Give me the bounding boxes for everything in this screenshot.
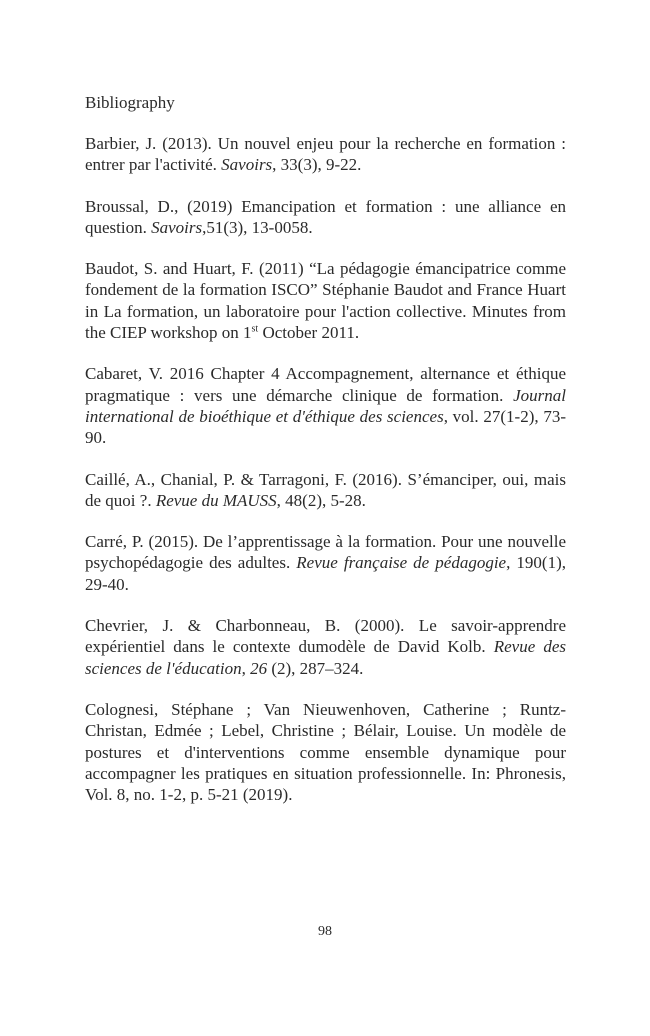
entry-journal: Revue du MAUSS <box>155 490 277 510</box>
entry-text: Caillé, A., Chanial, P. & Tarragoni, F. (2016). S’émanciper, oui, mais de quoi ?. <box>85 469 566 510</box>
entry-text: Chevrier, J. & Charbonneau, B. (2000). Le savoir-apprendre expérientiel dans le contexte dumodèle de David Kolb. <box>85 616 566 657</box>
bibliography-entry <box>85 699 566 805</box>
bibliography-entry <box>85 258 566 343</box>
entry-text: Carré, P. (2015). De l’apprentissage à la formation. Pour une nouvelle psychopédagogie des adultes. <box>85 532 566 573</box>
entry-text: Barbier, J. (2013). Un nouvel enjeu pour la recherche en formation : entrer par l'activité. <box>85 134 566 175</box>
bibliography-entry <box>85 363 566 448</box>
ordinal-suffix: st <box>251 323 259 335</box>
entry-details: , <box>241 658 251 678</box>
entry-journal: Savoirs <box>151 217 203 237</box>
entry-text: Baudot, S. and Huart, F. (2011) “La pédagogie émancipatrice comme fondement de la formation ISCO” Stéphanie Baudot and France Huart in La formation, un laboratoire pour l'action collective. Minutes from the CIEP workshop on 1 <box>85 259 566 343</box>
entry-journal: Revue française de pédagogie <box>296 553 507 573</box>
entry-journal: Revue des sciences de l'éducation <box>85 637 566 678</box>
entry-text: Broussal, D., (2019) Emancipation et formation : une alliance en question. <box>85 196 566 237</box>
entry-pages: (2), 287–324. <box>267 658 364 678</box>
bibliography-entry <box>85 469 566 512</box>
entry-details: , vol. 27(1-2), 73-90. <box>85 406 566 448</box>
page-number: 98 <box>318 924 332 939</box>
entry-details: , 33(3), 9-22. <box>272 155 362 175</box>
bibliography-entry <box>85 196 566 239</box>
entry-text: Colognesi, Stéphane ; Van Nieuwenhoven, Catherine ; Runtz-Christan, Edmée ; Lebel, Christine ; Bélair, Louise. Un modèle de postures et d'interventions comme ensemble dynamique pour accompagner les pratiques en situation professionnelle. In: Phronesis, Vol. 8, no. 1-2, p. 5-21 (2019). <box>85 699 566 805</box>
entry-volume: 26 <box>250 658 268 678</box>
section-heading: Bibliography <box>85 93 175 112</box>
bibliography-entry <box>85 133 566 176</box>
entry-journal: Journal international de bioéthique et d'éthique des sciences <box>85 385 566 426</box>
entry-journal: Savoirs <box>221 155 273 175</box>
bibliography-entry <box>85 531 566 595</box>
bibliography-page <box>85 92 566 825</box>
entry-text: Cabaret, V. 2016 Chapter 4 Accompagnement, alternance et éthique pragmatique : vers une démarche clinique de formation. <box>85 364 566 405</box>
entry-details: , 48(2), 5-28. <box>276 490 366 510</box>
entry-details: ,51(3), 13-0058. <box>202 217 313 237</box>
entry-details: , 190(1), 29-40. <box>85 553 566 594</box>
entry-details: October 2011. <box>258 323 360 343</box>
bibliography-entry <box>85 615 566 679</box>
